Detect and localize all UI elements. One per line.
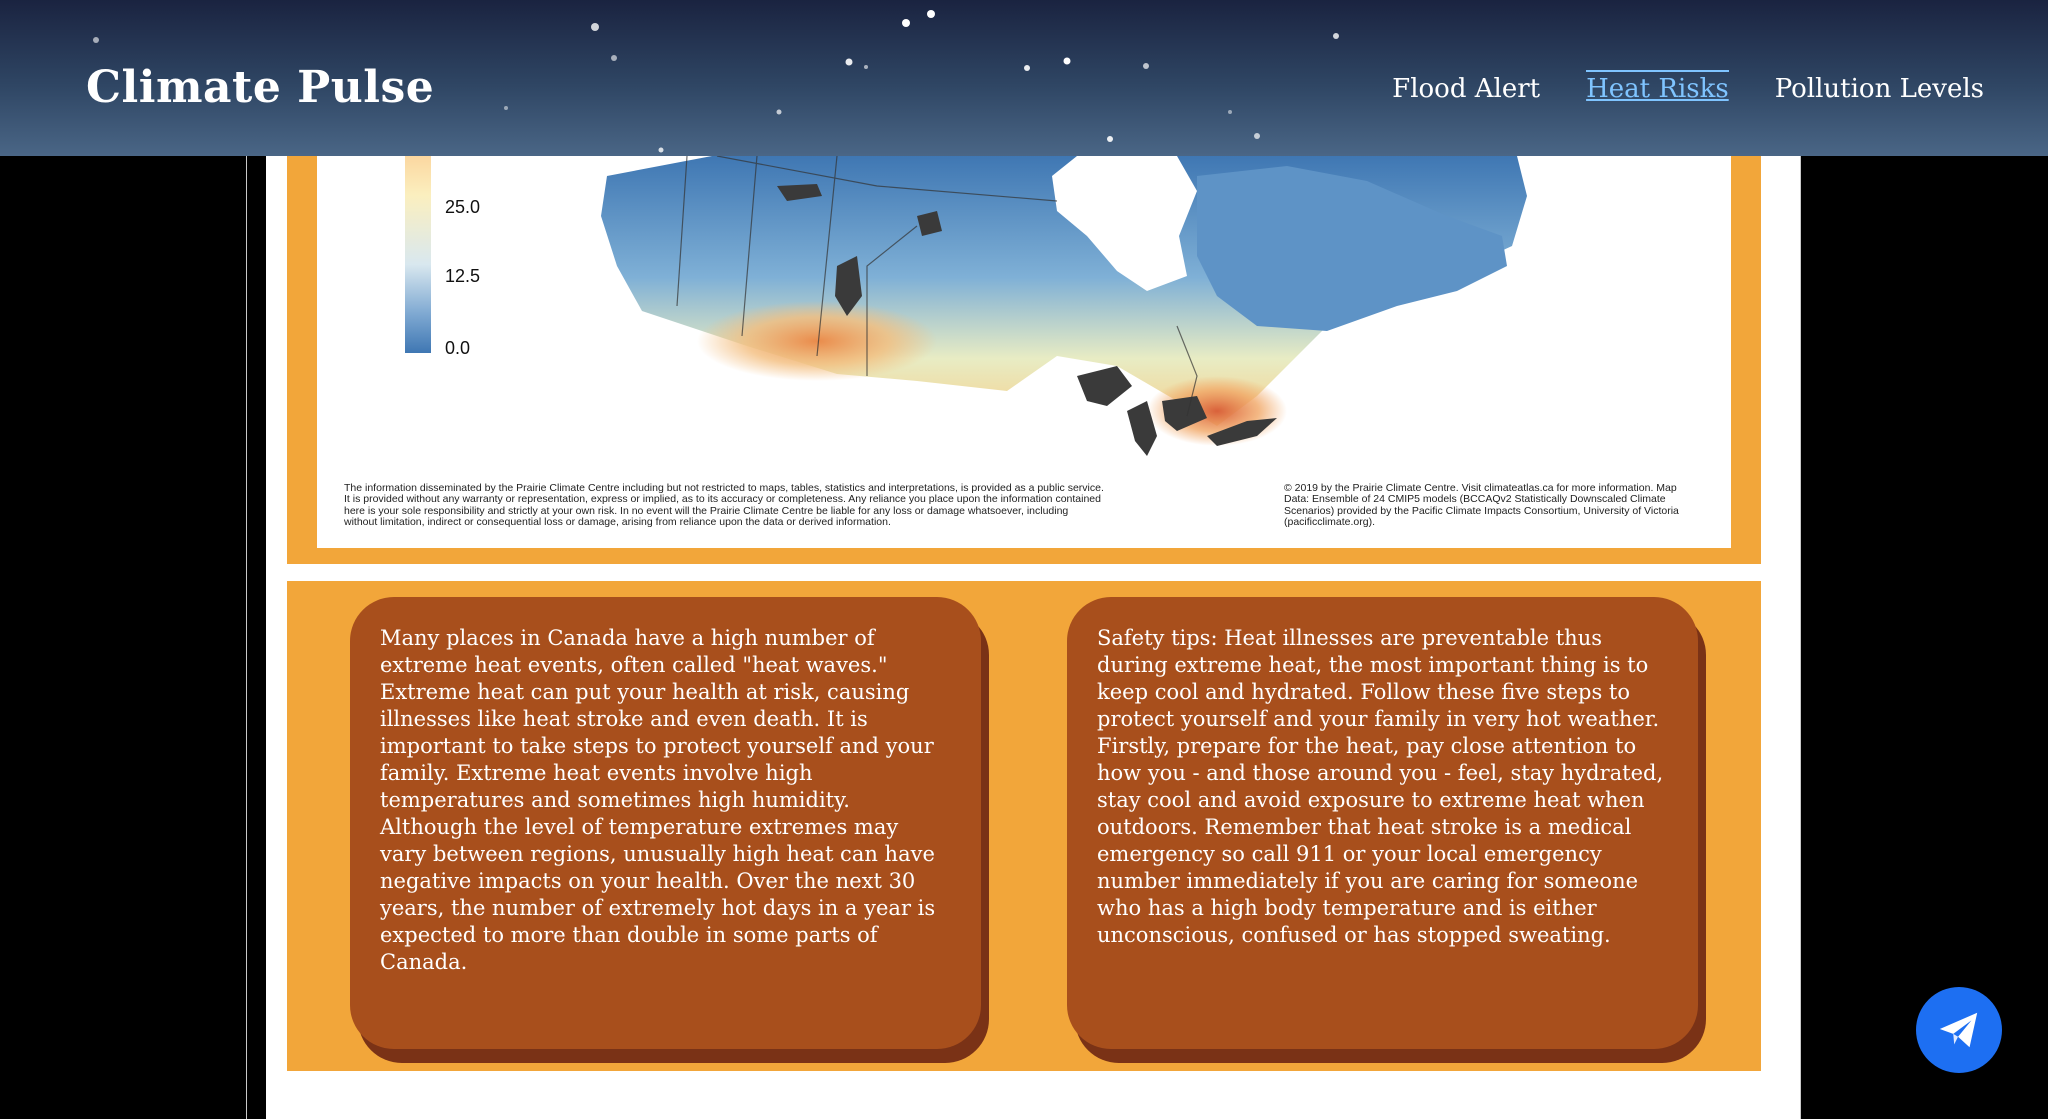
legend-tick: 12.5 — [445, 266, 481, 286]
paper-plane-icon — [1936, 1007, 1982, 1053]
page-border-right — [1800, 156, 1801, 1119]
heat-overview-card — [350, 597, 981, 1049]
heat-info-section — [287, 581, 1761, 1071]
map-credits: © 2019 by the Prairie Climate Centre. Visit climateatlas.ca for more information. Map Data: Ensemble of 24 CMIP5 models (BCCAQv2 Statistically Downscaled Climate Scenarios) provided by the Pacific Climate Impacts Consortium, University of Victoria (pacificclimate.org). — [1284, 481, 1679, 528]
map-disclaimer: The information disseminated by the Prairie Climate Centre including but not restricted to maps, tables, statistics and interpretations, is provided as a public service. It is provided without any warranty or representation, express or implied, as to its accuracy or completeness. Any reliance you place upon the information contained here is your sole responsibility and strictly at your own risk. In no event will the Prairie Climate Centre be liable for any loss or damage whatsoever, including without limitation, indirect or consequential loss or damage, arising from reliance upon the data or derived information. — [344, 481, 1104, 528]
heat-map-section — [287, 156, 1761, 564]
safety-tips-text: Safety tips: Heat illnesses are preventable thus during extreme heat, the most important thing is to keep cool and hydrated. Follow these five steps to protect yourself and your family in very hot weather. Firstly, prepare for the heat, pay close attention to how you - and those around you - feel, stay hydrated, stay cool and avoid exposure to extreme heat when outdoors. Remember that heat stroke is a medical emergency so call 911 or your local emergency number immediately if you are caring for someone who has a high body temperature and is either unconscious, confused or has stopped sweating. — [1097, 626, 1664, 947]
send-message-button[interactable] — [1916, 987, 2002, 1073]
nav-flood-alert[interactable]: Flood Alert — [1392, 74, 1541, 104]
legend-tick: 25.0 — [445, 197, 481, 217]
legend-tick: 0.0 — [445, 338, 471, 358]
site-header — [0, 0, 2048, 156]
page-border-left — [246, 156, 247, 1119]
safety-tips-card — [1067, 597, 1698, 1049]
prairie-hot-zone — [697, 301, 937, 381]
heat-map-figure — [317, 156, 1731, 548]
site-title[interactable]: Climate Pulse — [86, 62, 435, 113]
main-nav — [1392, 74, 1984, 104]
nav-pollution-levels[interactable]: Pollution Levels — [1774, 74, 1984, 104]
nav-heat-risks[interactable]: Heat Risks — [1586, 70, 1729, 104]
heat-overview-text: Many places in Canada have a high number of extreme heat events, often called "heat waves." Extreme heat can put your health at risk, causing illnesses like heat stroke and even death. It is important to take steps to protect yourself and your family. Extreme heat events involve high temperatures and sometimes high humidity. Although the level of temperature extremes may vary between regions, unusually high heat can have negative impacts on your health. Over the next 30 years, the number of extremely hot days in a year is expected to more than double in some parts of Canada. — [380, 626, 936, 974]
